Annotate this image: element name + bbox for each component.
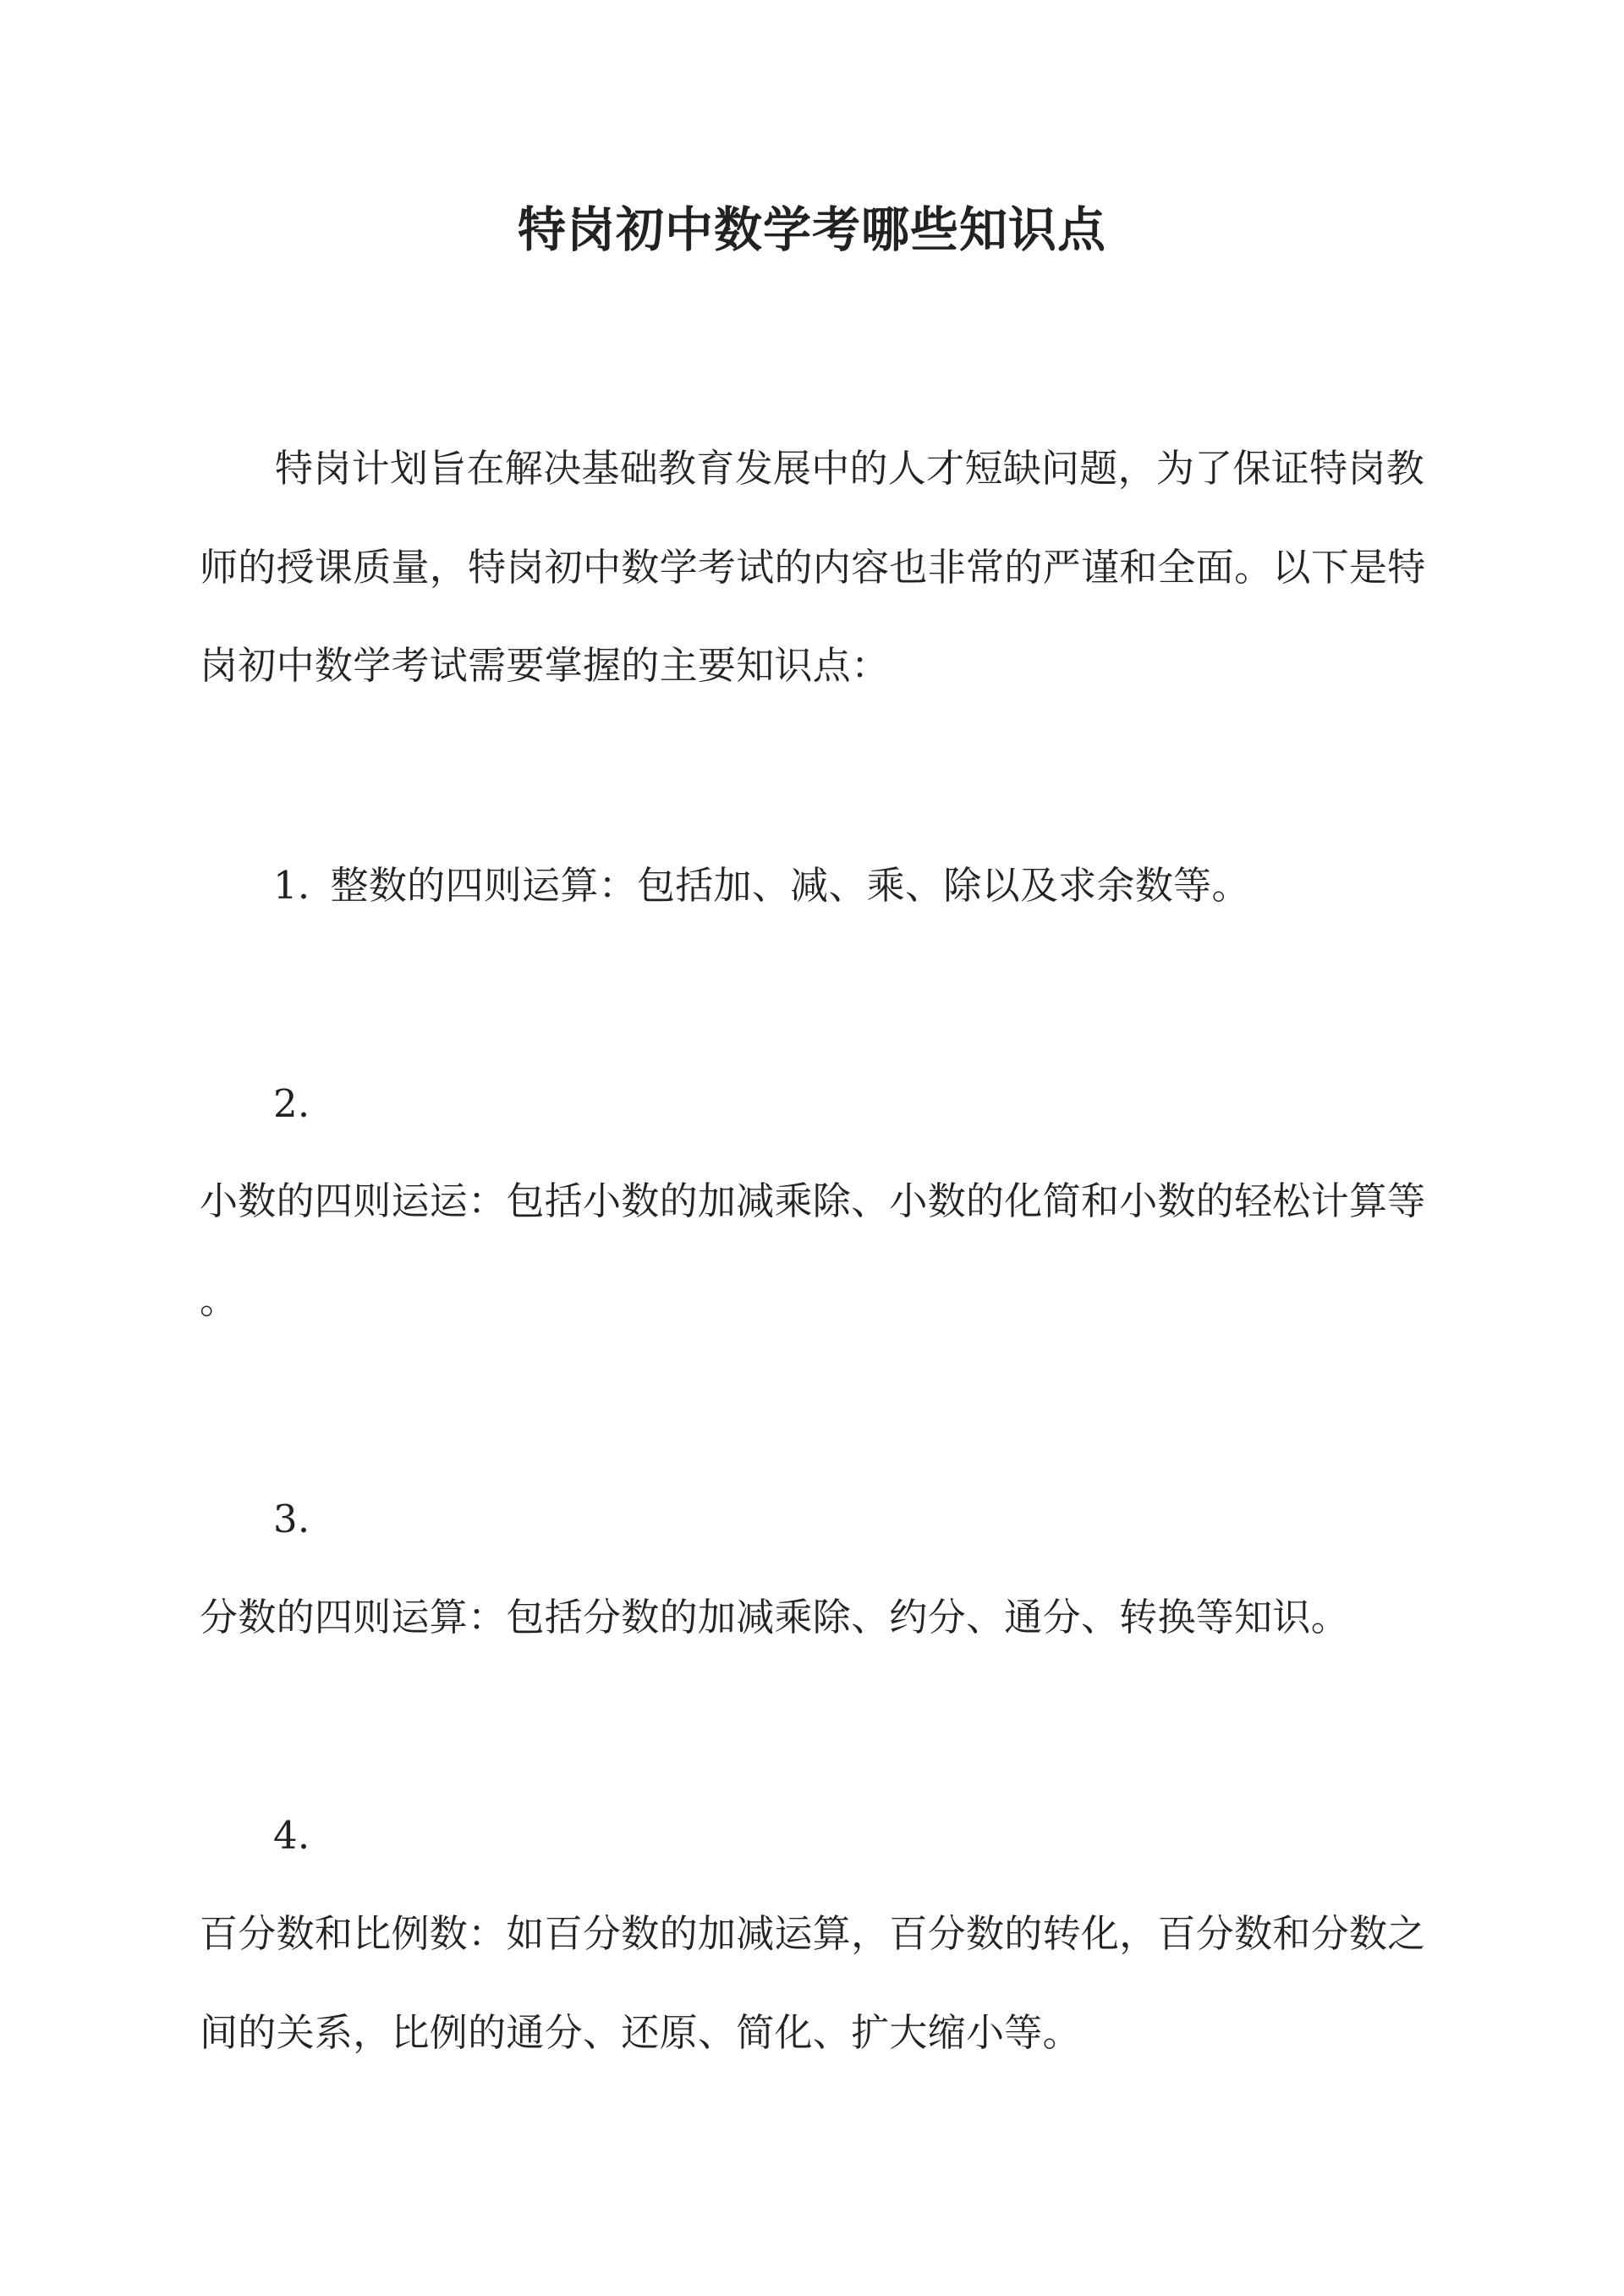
item-number: 4.	[273, 1813, 310, 1858]
item-text: 百分数和比例数：如百分数的加减运算，百分数的转化，百分数和分数之	[200, 1911, 1426, 1956]
item-number	[273, 860, 1250, 911]
intro-line: 特岗计划旨在解决基础教育发展中的人才短缺问题，为了保证特岗教	[275, 446, 1425, 491]
item-text: 小数的四则运运：包括小数的加减乘除、小数的化简和小数的轻松计算等	[200, 1178, 1426, 1223]
item-text: 分数的四则运算：包括分数的加减乘除、约分、通分、转换等知识。	[200, 1595, 1350, 1640]
item-number: 3.	[273, 1497, 310, 1541]
intro-line: 师的授课质量，特岗初中数学考试的内容也非常的严谨和全面。以下是特	[200, 545, 1426, 590]
item-number: 2.	[273, 1081, 310, 1126]
item-text: 整数的四则运算：包括加、减、乘、除以及求余数等。	[330, 863, 1250, 908]
item-number-text: 1.	[273, 863, 310, 908]
document-title: 特岗初中数学考哪些知识点	[518, 201, 1106, 258]
intro-line: 岗初中数学考试需要掌握的主要知识点：	[200, 643, 890, 688]
item-text: 。	[200, 1277, 239, 1322]
item-text: 间的关系，比例的通分、还原、简化、扩大缩小等。	[200, 2010, 1081, 2055]
